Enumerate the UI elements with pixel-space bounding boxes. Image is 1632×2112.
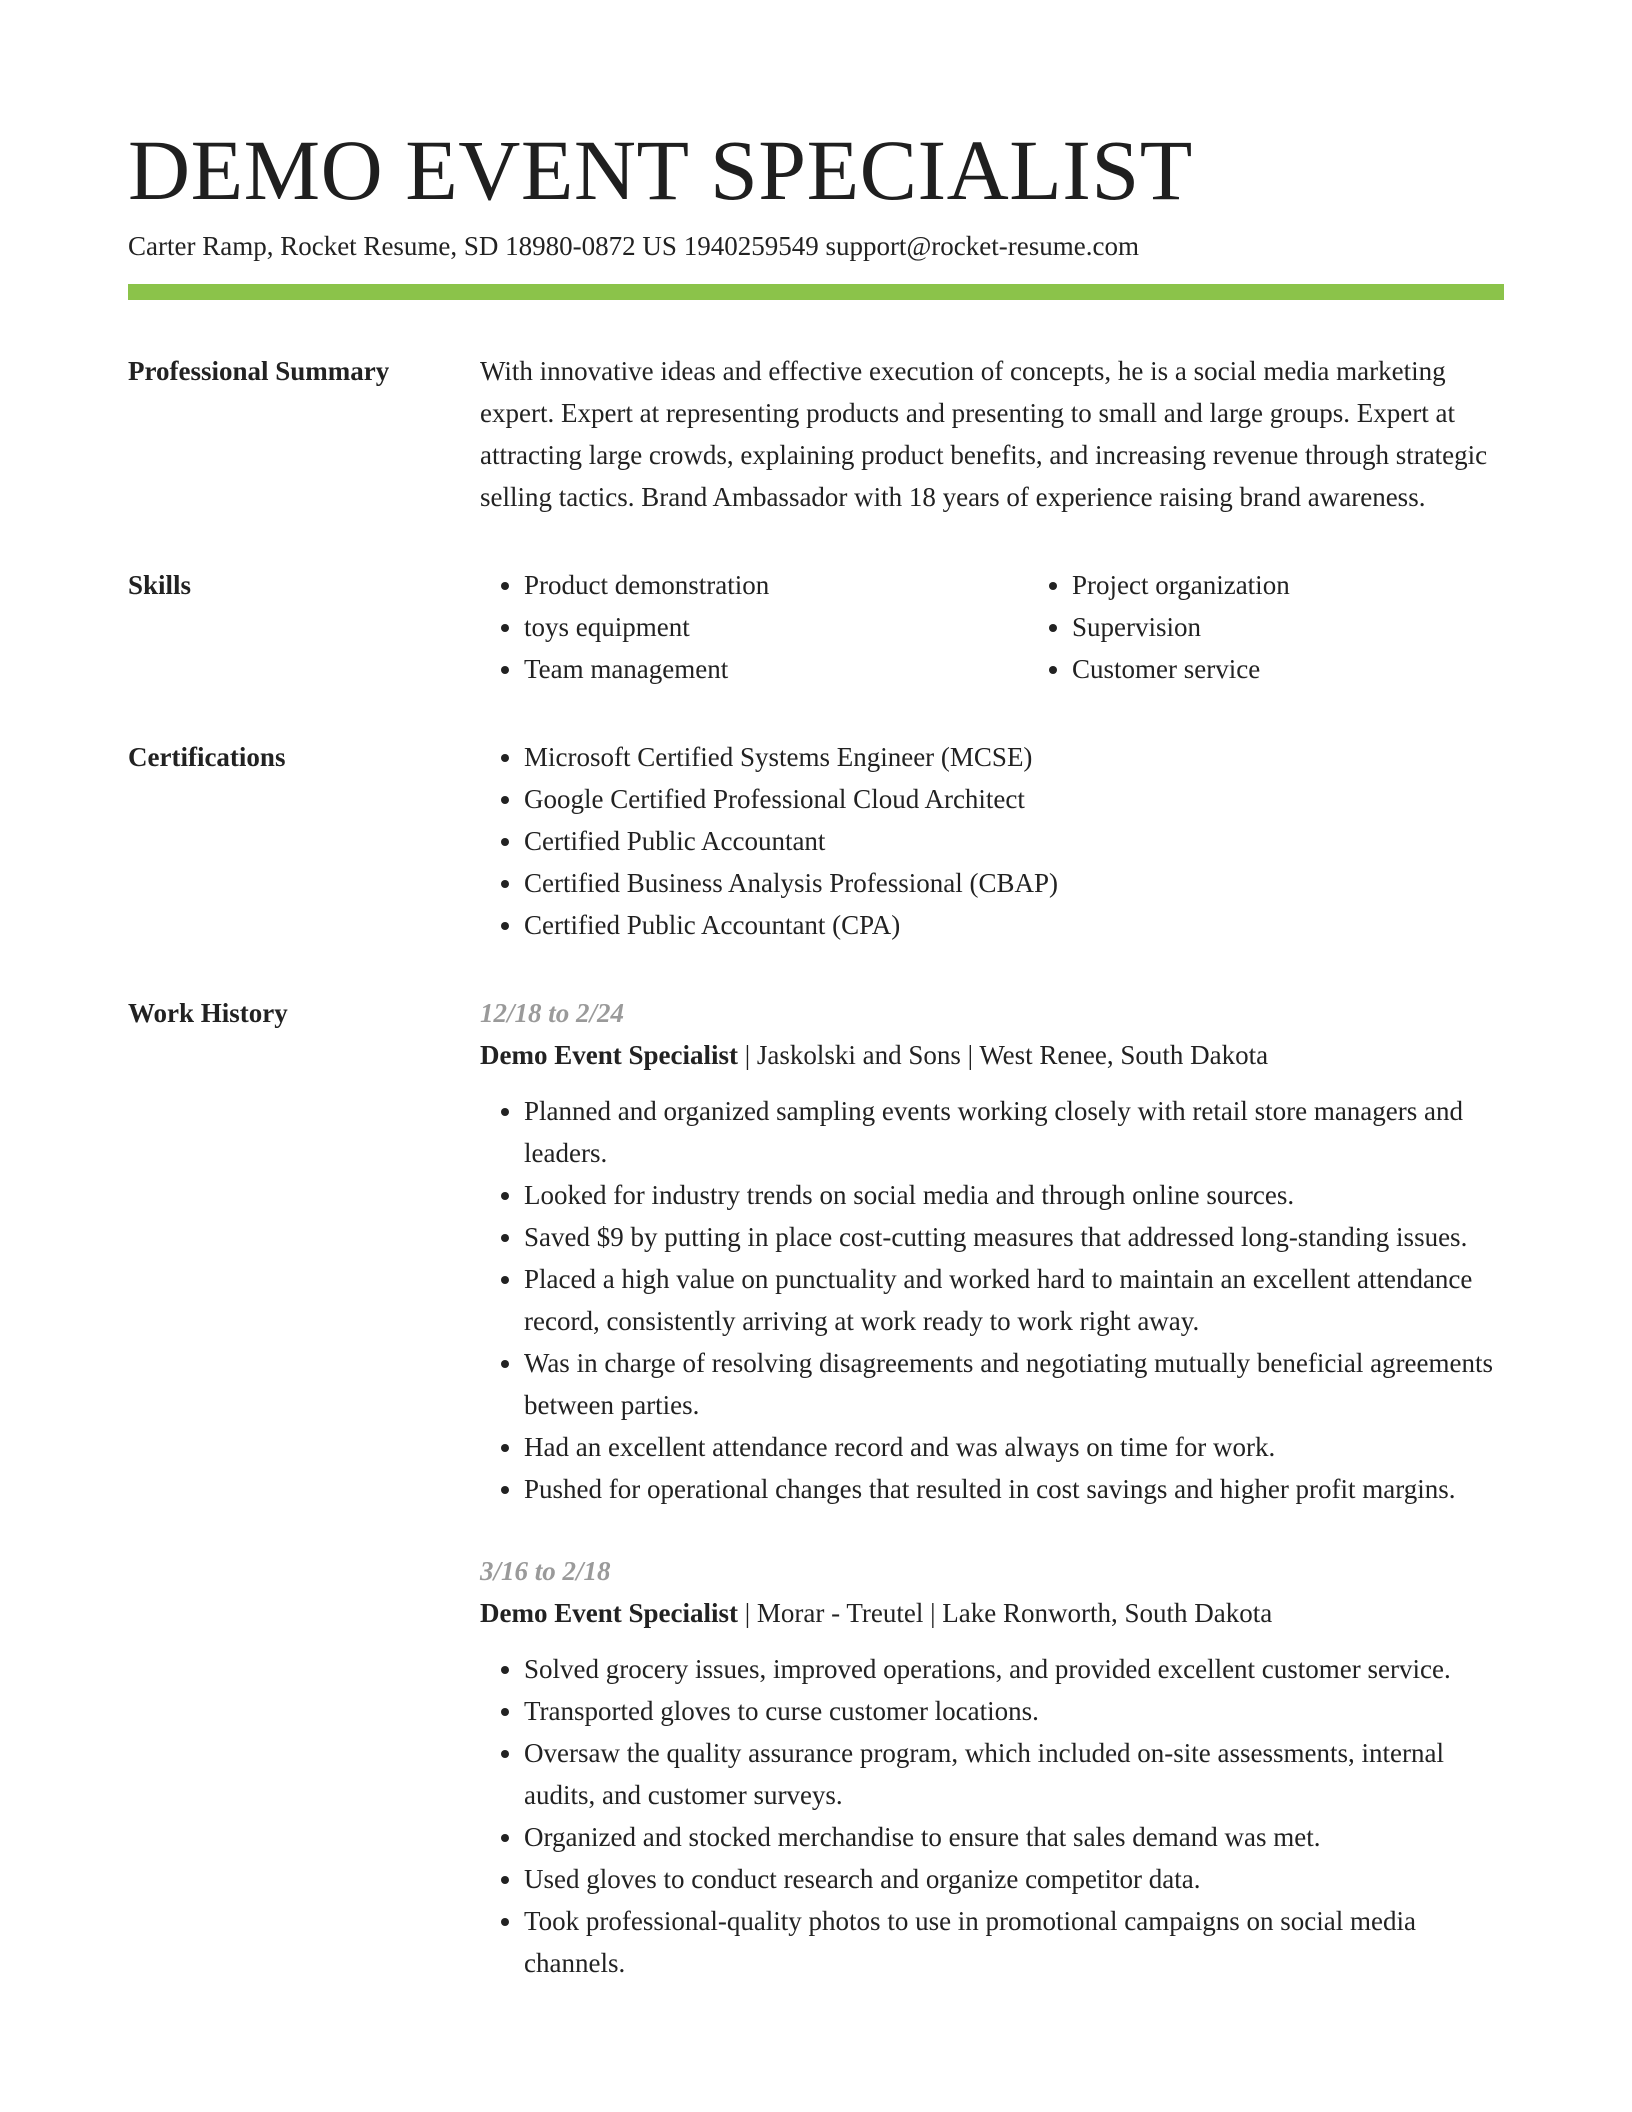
job-title: Demo Event Specialist: [480, 1598, 738, 1628]
work-history-label: Work History: [128, 998, 288, 1028]
certifications-body: [480, 736, 1504, 946]
summary-body: [480, 350, 1504, 518]
certification-item: • Certified Public Accountant (CPA): [524, 904, 1504, 946]
work-history-section: [128, 992, 1504, 2024]
certification-item: • Certified Public Accountant: [524, 820, 1504, 862]
skills-section: [128, 564, 1504, 690]
job-dates: 12/18 to 2/24: [480, 998, 625, 1028]
skill-item: • Supervision: [1072, 606, 1576, 648]
certification-item: • Microsoft Certified Systems Engineer (MCSE): [524, 736, 1504, 778]
job-bullets: [480, 1648, 1504, 1984]
job-bullet: • Placed a high value on punctuality and worked hard to maintain an excellent attendance record, consistently arriving at work ready to work right away.: [524, 1258, 1504, 1342]
job-bullet: • Oversaw the quality assurance program, which included on-site assessments, internal audits, and customer surveys.: [524, 1732, 1504, 1816]
header-divider: [128, 284, 1504, 300]
certifications-section: [128, 736, 1504, 946]
skill-item: • toys equipment: [524, 606, 1028, 648]
skills-column-1: [480, 564, 1028, 690]
job-bullet: • Used gloves to conduct research and organize competitor data.: [524, 1858, 1504, 1900]
skills-label: Skills: [128, 570, 192, 600]
work-history-body: [480, 992, 1504, 2024]
resume-title: DEMO EVENT SPECIALIST: [128, 122, 1193, 218]
job-dates: 3/16 to 2/18: [480, 1556, 611, 1586]
job-heading: [480, 1034, 1504, 1076]
summary-label: Professional Summary: [128, 356, 390, 386]
job-bullet: • Planned and organized sampling events working closely with retail store managers and leaders.: [524, 1090, 1504, 1174]
job-details: | Morar - Treutel | Lake Ronworth, South Dakota: [737, 1598, 1273, 1628]
job-details: | Jaskolski and Sons | West Renee, South Dakota: [737, 1040, 1269, 1070]
job-bullet: • Solved grocery issues, improved operations, and provided excellent customer service.: [524, 1648, 1504, 1690]
job-bullet: • Transported gloves to curse customer locations.: [524, 1690, 1504, 1732]
skills-body: [480, 564, 1576, 690]
skill-item: • Customer service: [1072, 648, 1576, 690]
skill-item: • Team management: [524, 648, 1028, 690]
job-entry: [480, 1550, 1504, 1984]
certifications-list: [480, 736, 1504, 946]
summary-text: With innovative ideas and effective execution of concepts, he is a social media marketing expert. Expert at representing products and presenting to small and large groups. Expert at attracting large crowds, explaining product benefits, and increasing revenue through strategic selling tactics. Brand Ambassador with 18 years of experience raising brand awareness.: [480, 356, 1488, 512]
certification-item: • Google Certified Professional Cloud Architect: [524, 778, 1504, 820]
job-bullet: • Took professional-quality photos to use in promotional campaigns on social media channels.: [524, 1900, 1504, 1984]
job-title: Demo Event Specialist: [480, 1040, 738, 1070]
resume-page: [128, 120, 1504, 2024]
job-bullet: • Had an excellent attendance record and was always on time for work.: [524, 1426, 1504, 1468]
job-bullets: [480, 1090, 1504, 1510]
job-bullet: • Was in charge of resolving disagreements and negotiating mutually beneficial agreements between parties.: [524, 1342, 1504, 1426]
job-heading: [480, 1592, 1504, 1634]
skill-item: • Project organization: [1072, 564, 1576, 606]
job-bullet: • Saved $9 by putting in place cost-cutting measures that addressed long-standing issues.: [524, 1216, 1504, 1258]
certification-item: • Certified Business Analysis Professional (CBAP): [524, 862, 1504, 904]
job-bullet: • Looked for industry trends on social media and through online sources.: [524, 1174, 1504, 1216]
job-bullet: • Pushed for operational changes that resulted in cost savings and higher profit margins.: [524, 1468, 1504, 1510]
job-bullet: • Organized and stocked merchandise to ensure that sales demand was met.: [524, 1816, 1504, 1858]
skill-item: • Product demonstration: [524, 564, 1028, 606]
skills-column-2: [1028, 564, 1576, 690]
job-entry: [480, 992, 1504, 1510]
summary-section: [128, 350, 1504, 518]
contact-line: Carter Ramp, Rocket Resume, SD 18980-0872 US 1940259549 support@rocket-resume.com: [128, 231, 1139, 261]
certifications-label: Certifications: [128, 742, 286, 772]
